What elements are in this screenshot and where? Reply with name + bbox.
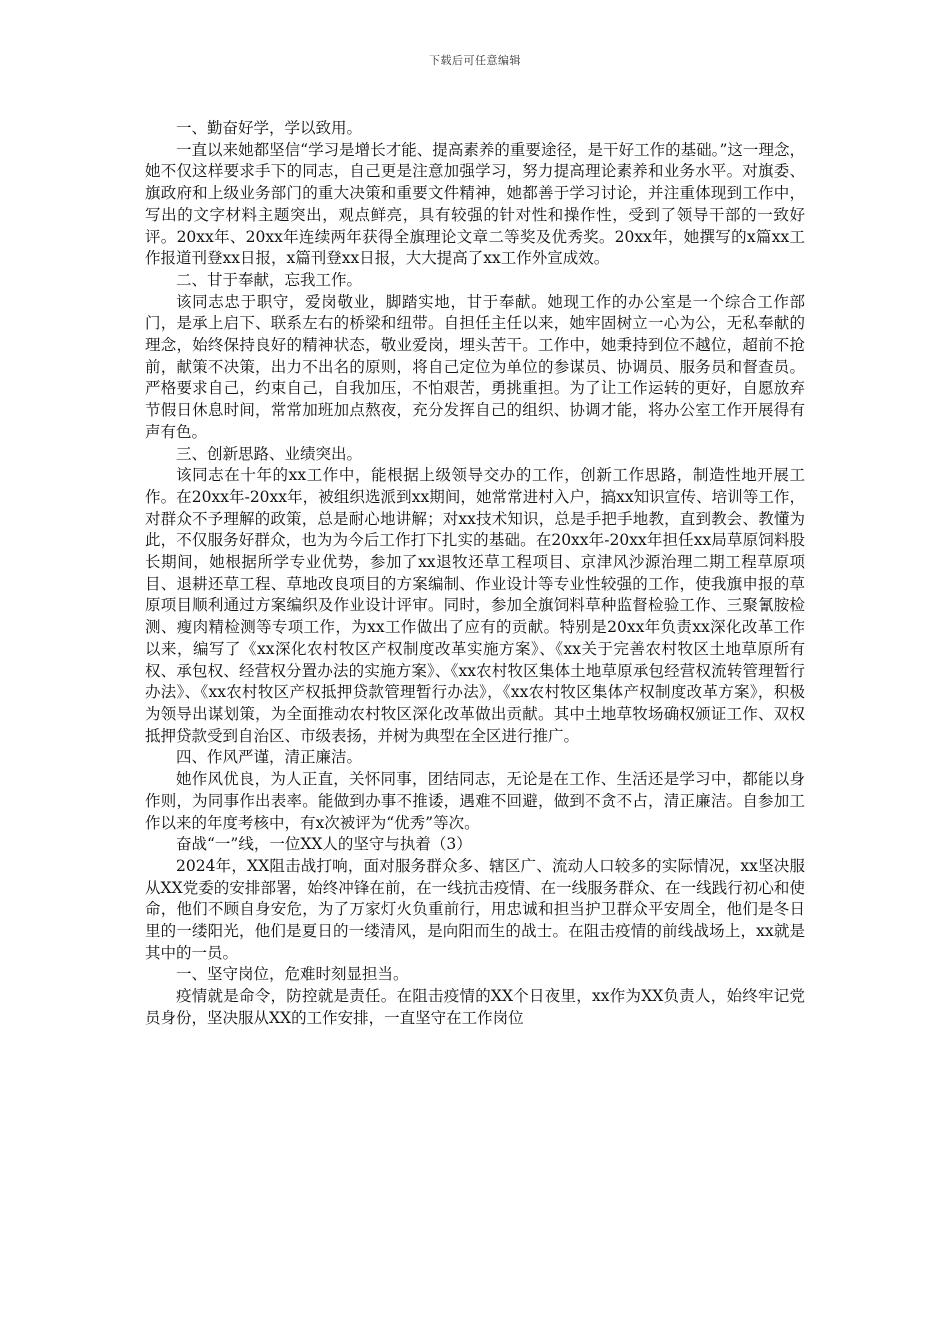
paragraph: 一直以来她都坚信“学习是增长才能、提高素养的重要途径，是干好工作的基础。”这一理念，她不仅这样要求手下的同志，自己更是注意加强学习，努力提高理论素养和业务水平。对旗委、旗政府和上级业务部门的重大决策和重要文件精神，她都善于学习讨论，并注重体现到工作中，写出的文字材料主题突出，观点鲜亮，具有较强的针对性和操作性，受到了领导干部的一致好评。20xx年、20xx年连续两年获得全旗理论文章二等奖及优秀奖。20xx年，她撰写的x篇xx工作报道刊登xx日报，x篇刊登xx日报，大大提高了xx工作外宣成效。 <box>145 140 805 268</box>
section-title: 奋战“一”线，一位XX人的坚守与执着（3） <box>176 835 472 854</box>
paragraph: 她作风优良，为人正直，关怀同事，团结同志，无论是在工作、生活还是学习中，都能以身作则，为同事作出表率。能做到办事不推诿，遇难不回避，做到不贪不占，清正廉洁。自参加工作以来的年度考核中，有x次被评为“优秀”等次。 <box>145 770 805 832</box>
heading-3: 三、创新思路、业绩突出。 <box>176 444 363 463</box>
heading-5: 一、坚守岗位，危难时刻显担当。 <box>176 965 409 984</box>
paragraph: 疫情就是命令，防控就是责任。在阻击疫情的XX个日夜里，xx作为XX负责人，始终牢记党员身份，坚决服从XX的工作安排，一直坚守在工作岗位 <box>145 987 805 1027</box>
heading-2: 二、甘于奉献，忘我工作。 <box>176 270 363 289</box>
heading-4: 四、作风严谨，清正廉洁。 <box>176 748 363 767</box>
page-header: 下载后可任意编辑 <box>429 54 521 67</box>
paragraph: 该同志忠于职守，爱岗敬业，脚踏实地，甘于奉献。她现工作的办公室是一个综合工作部门，是承上启下、联系左右的桥梁和纽带。自担任主任以来，她牢固树立一心为公，无私奉献的理念，始终保持良好的精神状态，敬业爱岗，埋头苦干。工作中，她秉持到位不越位，超前不抢前，献策不决策，出力不出名的原则，将自己定位为单位的参谋员、协调员、服务员和督查员。严格要求自己，约束自己，自我加压，不怕艰苦，勇挑重担。为了让工作运转的更好，自愿放弃节假日休息时间，常常加班加点熬夜，充分发挥自己的组织、协调才能，将办公室工作开展得有声有色。 <box>145 292 805 441</box>
heading-1: 一、勤奋好学，学以致用。 <box>176 119 363 137</box>
paragraph: 该同志在十年的xx工作中，能根据上级领导交办的工作，创新工作思路，制造性地开展工作。在20xx年-20xx年，被组织选派到xx期间，她常常进村入户，搞xx知识宣传、培训等工作，对群众不予理解的政策，总是耐心地讲解；对xx技术知识，总是手把手地教，直到教会、教懂为此，不仅服务好群众，也为为今后工作打下扎实的基础。在20xx年-20xx年担任xx局草原饲料股长期间，她根据所学专业优势，参加了xx退牧还草工程项目、京津风沙源治理二期工程草原项目、退耕还草工程、草地改良项目的方案编制、作业设计等专业性较强的工作，使我旗申报的草原项目顺利通过方案编织及作业设计评审。同时，参加全旗饲料草种监督检验工作、三聚氰胺检测、瘦肉精检测等专项工作，为xx工作做出了应有的贡献。特别是20xx年负责xx深化改革工作以来，编写了《xx深化农村牧区产权制度改革实施方案》、《xx关于完善农村牧区土地草原所有权、承包权、经营权分置办法的实施方案》、《xx农村牧区集体土地草原承包经营权流转管理暂行办法》、《xx农村牧区产权抵押贷款管理暂行办法》，《xx农村牧区集体产权制度改革方案》，积极为领导出谋划策，为全面推动农村牧区深化改革做出贡献。其中土地草牧场确权颁证工作、双权抵押贷款受到自治区、市级表扬，并树为典型在全区进行推广。 <box>145 466 805 745</box>
paragraph: 2024年，XX阻击战打响，面对服务群众多、辖区广、流动人口较多的实际情况，xx坚决服从XX党委的安排部署，始终冲锋在前，在一线抗击疫情、在一线服务群众、在一线践行初心和使命，他们不顾自身安危，为了万家灯火负重前行，用忠诚和担当护卫群众平安周全，他们是冬日里的一缕阳光，他们是夏日的一缕清风，是向阳而生的战士。在阻击疫情的前线战场上，xx就是其中的一员。 <box>145 856 805 962</box>
document-body <box>145 118 805 1030</box>
